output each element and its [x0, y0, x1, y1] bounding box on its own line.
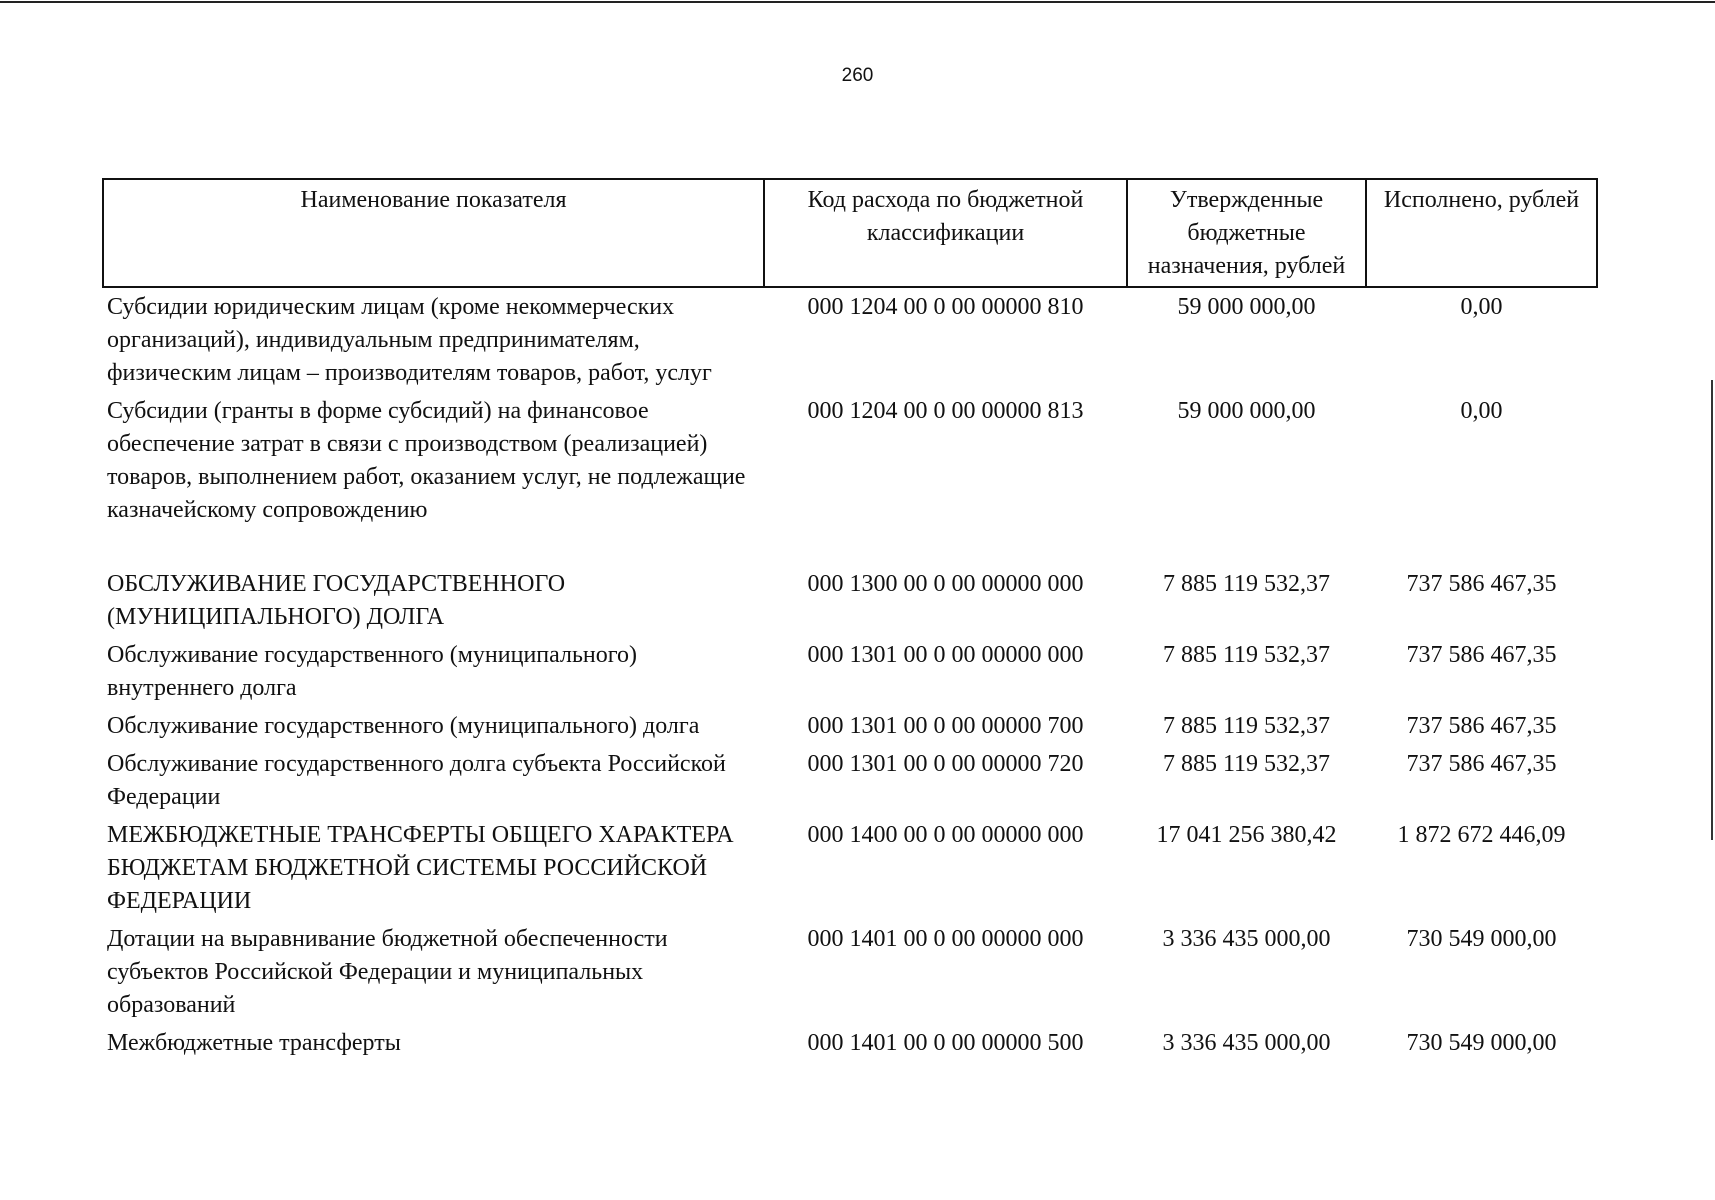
indicator-name: Дотации на выравнивание бюджетной обеспеченности субъектов Российской Федерации и муниципальных образований	[107, 926, 668, 1018]
scan-top-border	[0, 1, 1715, 3]
table-row	[103, 636, 1597, 707]
approved-amount: 7 885 119 532,37	[1162, 751, 1331, 777]
approved-amount: 59 000 000,00	[1177, 398, 1316, 424]
executed-amount: 0,00	[1460, 294, 1503, 320]
table-row	[103, 816, 1597, 920]
table-row	[103, 707, 1597, 745]
expense-code: 000 1204 00 0 00 00000 813	[807, 398, 1084, 424]
page-number: 260	[841, 65, 874, 86]
approved-amount: 7 885 119 532,37	[1162, 713, 1331, 739]
expense-code: 000 1301 00 0 00 00000 700	[807, 713, 1084, 739]
indicator-name: МЕЖБЮДЖЕТНЫЕ ТРАНСФЕРТЫ ОБЩЕГО ХАРАКТЕРА БЮДЖЕТАМ БЮДЖЕТНОЙ СИСТЕМЫ РОССИЙСКОЙ ФЕДЕРАЦИИ	[107, 822, 734, 914]
table-header	[103, 179, 1597, 287]
executed-amount: 737 586 467,35	[1406, 751, 1557, 777]
approved-amount: 3 336 435 000,00	[1162, 926, 1331, 952]
expense-code: 000 1401 00 0 00 00000 000	[807, 926, 1084, 952]
table-row	[103, 1024, 1597, 1062]
indicator-name: Субсидии юридическим лицам (кроме некоммерческих организаций), индивидуальным предпринимателям, физическим лицам – производителям товаров, работ, услуг	[107, 294, 712, 386]
table-row	[103, 392, 1597, 565]
header-executed-amount: Исполнено, рублей	[1366, 179, 1597, 287]
expense-code: 000 1204 00 0 00 00000 810	[807, 294, 1084, 320]
scan-right-edge	[1711, 380, 1713, 840]
indicator-name: Субсидии (гранты в форме субсидий) на финансовое обеспечение затрат в связи с производством (реализацией) товаров, выполнением работ, оказанием услуг, не подлежащие казначейскому сопровождению	[107, 398, 746, 523]
header-approved-amount: Утвержденные бюджетные назначения, рублей	[1127, 179, 1366, 287]
indicator-name: ОБСЛУЖИВАНИЕ ГОСУДАРСТВЕННОГО (МУНИЦИПАЛЬНОГО) ДОЛГА	[107, 571, 566, 630]
approved-amount: 17 041 256 380,42	[1156, 822, 1337, 848]
approved-amount: 7 885 119 532,37	[1162, 642, 1331, 668]
table-body	[103, 287, 1597, 1062]
executed-amount: 737 586 467,35	[1406, 713, 1557, 739]
indicator-name: Обслуживание государственного (муниципального) долга	[107, 713, 700, 739]
indicator-name: Межбюджетные трансферты	[107, 1030, 401, 1056]
executed-amount: 0,00	[1460, 398, 1503, 424]
executed-amount: 1 872 672 446,09	[1397, 822, 1566, 848]
header-expense-code: Код расхода по бюджетной классификации	[764, 179, 1127, 287]
executed-amount: 737 586 467,35	[1406, 571, 1557, 597]
indicator-name: Обслуживание государственного долга субъекта Российской Федерации	[107, 751, 726, 810]
budget-execution-table	[102, 178, 1598, 1062]
table-row	[103, 287, 1597, 392]
expense-code: 000 1401 00 0 00 00000 500	[807, 1030, 1084, 1056]
executed-amount: 730 549 000,00	[1406, 1030, 1557, 1056]
approved-amount: 59 000 000,00	[1177, 294, 1316, 320]
expense-code: 000 1400 00 0 00 00000 000	[807, 822, 1084, 848]
expense-code: 000 1301 00 0 00 00000 720	[807, 751, 1084, 777]
executed-amount: 730 549 000,00	[1406, 926, 1557, 952]
expense-code: 000 1301 00 0 00 00000 000	[807, 642, 1084, 668]
approved-amount: 7 885 119 532,37	[1162, 571, 1331, 597]
header-indicator-name: Наименование показателя	[103, 179, 764, 287]
table-row	[103, 565, 1597, 636]
table-row	[103, 745, 1597, 816]
expense-code: 000 1300 00 0 00 00000 000	[807, 571, 1084, 597]
table-row	[103, 920, 1597, 1024]
approved-amount: 3 336 435 000,00	[1162, 1030, 1331, 1056]
executed-amount: 737 586 467,35	[1406, 642, 1557, 668]
indicator-name: Обслуживание государственного (муниципального) внутреннего долга	[107, 642, 638, 701]
header-row	[103, 179, 1597, 287]
